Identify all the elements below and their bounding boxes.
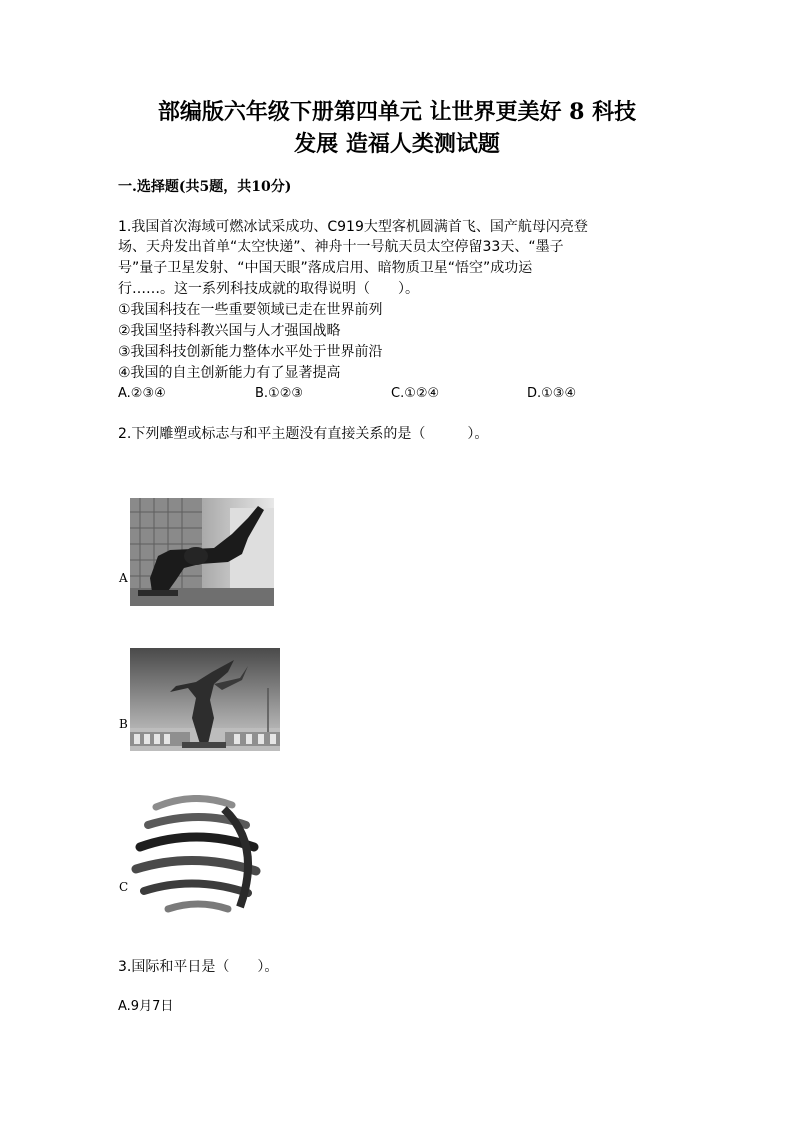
document-title-line-1: 部编版六年级下册第四单元 让世界更美好 8 科技 xyxy=(157,99,637,125)
question-1-option-a: A.②③④ xyxy=(118,386,166,401)
question-1-line-1: 1.我国首次海域可燃冰试采成功、C919大型客机圆满首飞、国产航母闪亮登 xyxy=(118,219,588,235)
question-1-line-2: 场、天舟发出首单“太空快递”、神舟十一号航天员太空停留33天、“墨子 xyxy=(118,239,564,255)
statue-sculpture-image xyxy=(130,648,280,751)
question-1-option-b: B.①②③ xyxy=(255,386,304,401)
question-3-stem: 3.国际和平日是（ ）。 xyxy=(118,959,279,975)
question-1-line-3: 号”量子卫星发射、“中国天眼”落成启用、暗物质卫星“悟空”成功运 xyxy=(118,260,533,276)
knotted-gun-sculpture-image xyxy=(130,498,274,606)
question-1-option-d: D.①③④ xyxy=(527,386,577,401)
question-1-statement-2: ②我国坚持科教兴国与人才强国战略 xyxy=(118,323,341,339)
image-option-c-label: C xyxy=(119,880,129,894)
document-title-line-2: 发展 造福人类测试题 xyxy=(294,131,500,157)
question-2-stem: 2.下列雕塑或标志与和平主题没有直接关系的是（ ）。 xyxy=(118,426,489,442)
image-option-a-label: A xyxy=(119,571,128,585)
question-1-statement-3: ③我国科技创新能力整体水平处于世界前沿 xyxy=(118,344,383,360)
section-heading: 一.选择题(共5题，共10分) xyxy=(118,179,292,195)
question-1-line-4: 行……。这一系列科技成就的取得说明（ ）。 xyxy=(118,281,419,297)
image-option-b-label: B xyxy=(119,717,128,731)
question-1-option-c: C.①②④ xyxy=(391,386,440,401)
question-1-statement-4: ④我国的自主创新能力有了显著提高 xyxy=(118,365,341,381)
globe-stripes-logo-image xyxy=(128,795,268,915)
question-1-statement-1: ①我国科技在一些重要领域已走在世界前列 xyxy=(118,302,383,318)
question-3-option-a: A.9月7日 xyxy=(118,999,174,1014)
